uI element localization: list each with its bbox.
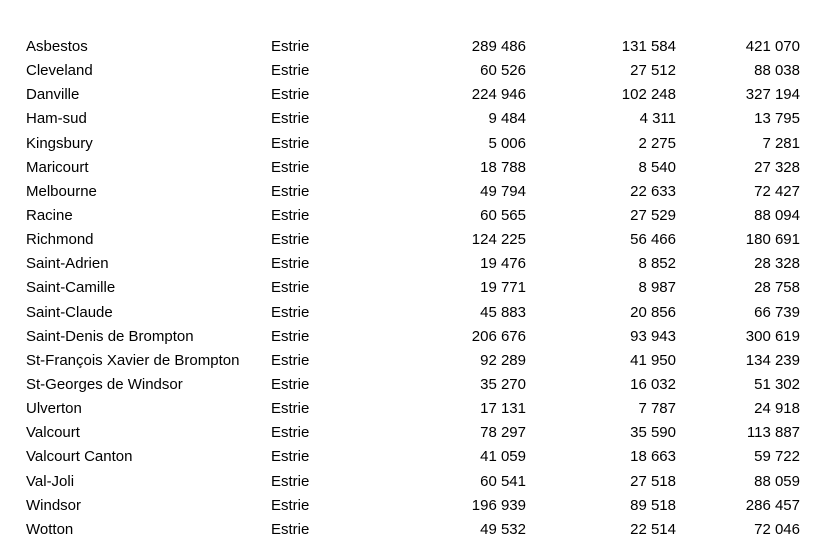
table-row <box>0 180 815 204</box>
municipality-name: Melbourne <box>26 182 97 200</box>
value-column-1: 206 676 <box>471 327 526 345</box>
table-row <box>0 494 815 518</box>
value-column-1: 18 788 <box>480 158 526 176</box>
municipality-name: Richmond <box>26 231 94 249</box>
municipality-name: Racine <box>26 206 73 224</box>
municipality-name: St-François Xavier de Brompton <box>26 351 240 369</box>
value-column-2: 93 943 <box>630 327 676 345</box>
value-column-1: 17 131 <box>480 400 526 418</box>
municipality-name: Asbestos <box>26 38 88 55</box>
municipality-name: St-Georges de Windsor <box>26 375 183 393</box>
region-name: Estrie <box>271 231 310 249</box>
table-row <box>0 445 815 469</box>
region-name: Estrie <box>271 134 310 152</box>
municipality-name: Valcourt Canton <box>26 448 133 466</box>
value-column-3: 134 239 <box>745 351 800 369</box>
value-column-2: 18 663 <box>630 448 676 466</box>
region-name: Estrie <box>271 327 310 345</box>
table-row <box>0 132 815 156</box>
table-row <box>0 252 815 276</box>
value-column-3: 88 094 <box>754 206 800 224</box>
value-column-2: 8 987 <box>638 279 676 297</box>
table-row <box>0 301 815 325</box>
value-column-3: 72 046 <box>754 520 800 538</box>
value-column-3: 24 918 <box>754 400 800 418</box>
table-row <box>0 397 815 421</box>
region-name: Estrie <box>271 206 310 224</box>
value-column-1: 45 883 <box>480 303 526 321</box>
table-row <box>0 83 815 107</box>
value-column-3: 28 758 <box>754 279 800 297</box>
value-column-3: 180 691 <box>745 231 800 249</box>
municipality-name: Kingsbury <box>26 134 93 152</box>
value-column-3: 13 795 <box>754 110 800 128</box>
table-row <box>0 59 815 83</box>
value-column-2: 131 584 <box>621 38 676 55</box>
value-column-2: 22 514 <box>630 520 676 538</box>
table-row <box>0 470 815 494</box>
value-column-1: 60 541 <box>480 472 526 490</box>
value-column-1: 124 225 <box>471 231 526 249</box>
table-row <box>0 373 815 397</box>
table-row <box>0 107 815 131</box>
region-name: Estrie <box>271 472 310 490</box>
municipality-name: Maricourt <box>26 158 89 176</box>
region-name: Estrie <box>271 496 310 514</box>
municipality-name: Saint-Claude <box>26 303 113 321</box>
value-column-1: 19 476 <box>480 255 526 273</box>
region-name: Estrie <box>271 375 310 393</box>
region-name: Estrie <box>271 255 310 273</box>
municipality-name: Danville <box>26 86 80 104</box>
value-column-1: 49 532 <box>480 520 526 538</box>
table-row <box>0 228 815 252</box>
value-column-2: 8 540 <box>638 158 676 176</box>
value-column-2: 89 518 <box>630 496 676 514</box>
value-column-3: 113 887 <box>746 424 800 442</box>
value-column-3: 88 038 <box>754 62 800 80</box>
table-row <box>0 204 815 228</box>
value-column-2: 4 311 <box>639 110 676 128</box>
value-column-3: 421 070 <box>745 38 800 55</box>
municipality-name: Ulverton <box>26 400 82 418</box>
municipality-name: Saint-Camille <box>26 279 116 297</box>
table-row <box>0 349 815 373</box>
value-column-2: 8 852 <box>638 255 676 273</box>
table-row <box>0 35 815 59</box>
region-name: Estrie <box>271 110 310 128</box>
value-column-3: 28 328 <box>754 255 800 273</box>
value-column-2: 22 633 <box>630 182 676 200</box>
value-column-1: 78 297 <box>480 424 526 442</box>
table-row <box>0 421 815 445</box>
value-column-3: 300 619 <box>745 327 800 345</box>
value-column-2: 27 529 <box>630 206 676 224</box>
region-name: Estrie <box>271 448 310 466</box>
region-name: Estrie <box>271 424 310 442</box>
value-column-3: 88 059 <box>754 472 800 490</box>
region-name: Estrie <box>271 303 310 321</box>
value-column-2: 102 248 <box>621 86 676 104</box>
municipality-name: Saint-Adrien <box>26 255 109 273</box>
table-row <box>0 325 815 349</box>
region-name: Estrie <box>271 400 310 418</box>
value-column-2: 35 590 <box>630 424 676 442</box>
municipality-name: Valcourt <box>26 424 80 442</box>
region-name: Estrie <box>271 86 310 104</box>
municipality-name: Windsor <box>26 496 82 514</box>
value-column-2: 7 787 <box>638 400 676 418</box>
municipality-name: Cleveland <box>26 62 93 80</box>
value-column-1: 19 771 <box>480 279 526 297</box>
municipality-name: Val-Joli <box>26 472 75 490</box>
value-column-3: 59 722 <box>754 448 800 466</box>
value-column-1: 41 059 <box>480 448 526 466</box>
value-column-3: 27 328 <box>754 158 800 176</box>
value-column-1: 196 939 <box>471 496 526 514</box>
value-column-2: 20 856 <box>630 303 676 321</box>
value-column-3: 72 427 <box>754 182 800 200</box>
table-row <box>0 518 815 542</box>
table-row <box>0 156 815 180</box>
region-name: Estrie <box>271 158 310 176</box>
value-column-3: 51 302 <box>754 375 800 393</box>
region-name: Estrie <box>271 279 310 297</box>
region-name: Estrie <box>271 182 310 200</box>
region-name: Estrie <box>271 62 310 80</box>
value-column-2: 16 032 <box>630 375 676 393</box>
value-column-1: 60 565 <box>480 206 526 224</box>
value-column-3: 66 739 <box>754 303 800 321</box>
value-column-2: 41 950 <box>630 351 676 369</box>
value-column-1: 9 484 <box>488 110 526 128</box>
municipality-name: Wotton <box>26 520 74 538</box>
value-column-3: 286 457 <box>745 496 800 514</box>
region-name: Estrie <box>271 351 310 369</box>
value-column-1: 92 289 <box>480 351 526 369</box>
value-column-2: 27 512 <box>630 62 676 80</box>
value-column-1: 289 486 <box>471 38 526 55</box>
value-column-1: 60 526 <box>480 62 526 80</box>
table-row <box>0 276 815 300</box>
value-column-3: 327 194 <box>745 86 800 104</box>
value-column-1: 224 946 <box>471 86 526 104</box>
value-column-1: 35 270 <box>480 375 526 393</box>
value-column-1: 5 006 <box>488 134 526 152</box>
value-column-2: 56 466 <box>630 231 676 249</box>
municipality-name: Ham-sud <box>26 110 87 128</box>
value-column-2: 27 518 <box>630 472 676 490</box>
municipality-name: Saint-Denis de Brompton <box>26 327 194 345</box>
value-column-2: 2 275 <box>638 134 676 152</box>
value-column-1: 49 794 <box>480 182 526 200</box>
municipality-table <box>0 35 815 542</box>
region-name: Estrie <box>271 520 310 538</box>
value-column-3: 7 281 <box>762 134 800 152</box>
region-name: Estrie <box>271 38 310 55</box>
